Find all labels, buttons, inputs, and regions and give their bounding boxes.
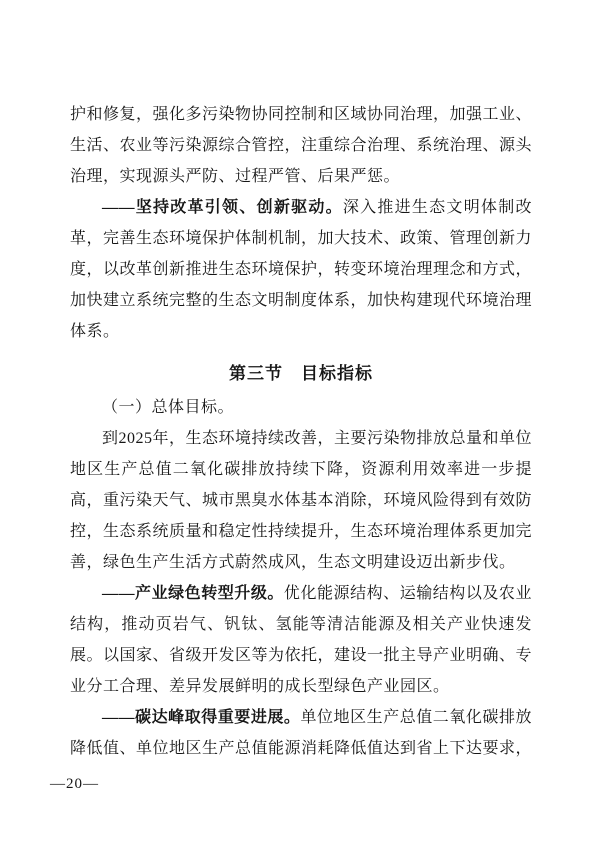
paragraph-continuation: 护和修复，强化多污染物协同控制和区域协同治理，加强工业、生活、农业等污染源综合管控，注重综合治理、系统治理、源头治理，实现源头严防、过程严管、后果严惩。 bbox=[70, 106, 533, 185]
paragraph-lead: ——碳达峰取得重要进展。 bbox=[102, 709, 301, 726]
paragraph-carbon-peak bbox=[70, 702, 532, 764]
page-number: —20— bbox=[50, 776, 99, 792]
section-heading: 第三节 目标指标 bbox=[229, 364, 373, 383]
paragraph-lead: ——坚持改革引领、创新驱动。 bbox=[102, 199, 343, 216]
paragraph-green-transition bbox=[70, 578, 532, 702]
paragraph-reform-innovation bbox=[70, 192, 532, 347]
document-content bbox=[70, 99, 532, 764]
paragraph-overall-goal: 到2025年，生态环境持续改善，主要污染物排放总量和单位地区生产总值二氧化碳排放持续下降，资源利用效率进一步提高，重污染天气、城市黑臭水体基本消除，环境风险得到有效防控，生态系统质量和稳定性持续提升，生态环境治理体系更加完善，绿色生产生活方式蔚然成风，生态文明建设迈出新步伐。 bbox=[70, 430, 533, 571]
paragraph-text: 单位地区生产总值二氧化碳排放降低值、单位地区生产总值能源消耗降低值达到省上下达要求， bbox=[70, 709, 533, 757]
paragraph-text: 优化能源结构、运输结构以及农业结构，推动页岩气、钒钛、氢能等清洁能源及相关产业快速发展。以国家、省级开发区等为依托，建设一批主导产业明确、专业分工合理、差异发展鲜明的成长型绿色产业园区。 bbox=[70, 585, 533, 695]
subsection-title: （一）总体目标。 bbox=[102, 399, 235, 416]
paragraph-text: 深入推进生态文明体制改革，完善生态环境保护体制机制，加大技术、政策、管理创新力度，以改革创新推进生态环境保护，转变环境治理理念和方式，加快建立系统完整的生态文明制度体系，加快构建现代环境治理体系。 bbox=[70, 199, 533, 340]
paragraph-lead: ——产业绿色转型升级。 bbox=[102, 585, 284, 602]
